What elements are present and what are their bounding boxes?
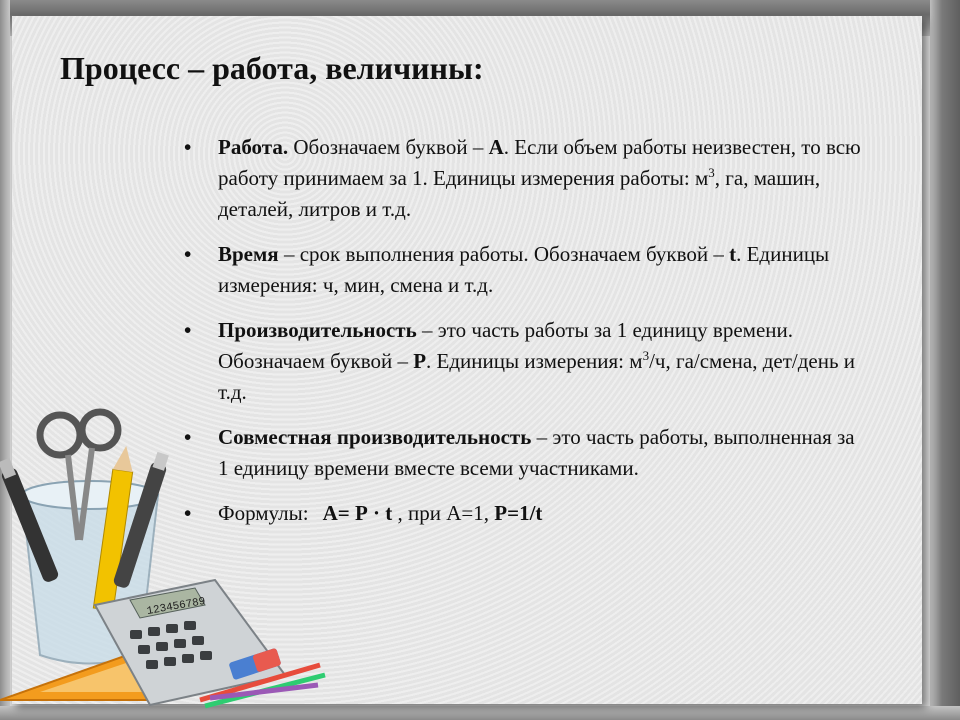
formulas-label: Формулы:: [218, 501, 309, 525]
bullet-dot: •: [184, 242, 192, 266]
frame-right: [930, 0, 960, 720]
bullet-text: . Единицы измерения: ч, мин, смена и т.д.: [218, 242, 830, 297]
bullet-time: [184, 239, 864, 301]
bullet-dot: •: [184, 318, 192, 342]
stationery-illustration: [0, 400, 340, 710]
bullet-text: – это часть работы, выполненная за 1 единицу времени вместе всеми участниками.: [218, 425, 855, 480]
bullet-productivity: [184, 315, 864, 408]
bullet-text: , при А=1,: [392, 501, 495, 525]
bullet-text: , га, машин, деталей, литров и т.д.: [218, 166, 821, 221]
symbol-p: Р: [413, 349, 427, 373]
bullet-text: . Единицы измерения: м: [426, 349, 643, 373]
bullet-dot: •: [184, 501, 192, 525]
bullet-text: – это часть работы за 1 единицу времени. Обозначаем буквой –: [218, 318, 793, 373]
term-joint-productivity: Совместная производительность: [218, 425, 532, 449]
formula-productivity: Р=1/t: [494, 501, 543, 525]
term-time: Время: [218, 242, 279, 266]
bullet-dot: •: [184, 135, 192, 159]
bullet-text: – срок выполнения работы. Обозначаем буквой –: [278, 242, 730, 266]
slide-title: Процесс – работа, величины:: [60, 50, 484, 86]
superscript: 3: [708, 165, 715, 180]
symbol-t: t: [729, 242, 737, 266]
symbol-a: А: [488, 135, 504, 159]
term-productivity: Производительность: [218, 318, 417, 342]
bullet-text: . Если объем работы неизвестен, то всю работу принимаем за 1. Единицы измерения работы: м: [218, 135, 861, 190]
bullet-text: /ч, га/смена, дет/день и т.д.: [218, 349, 856, 404]
calculator-display: 123456789: [145, 595, 207, 619]
bullet-text: Обозначаем буквой –: [288, 135, 489, 159]
superscript: 3: [642, 348, 650, 363]
bullet-dot: •: [184, 425, 192, 449]
formula-work: А= Р · t: [322, 501, 393, 525]
term-work: Работа.: [218, 135, 289, 159]
bullet-work: [184, 132, 864, 225]
